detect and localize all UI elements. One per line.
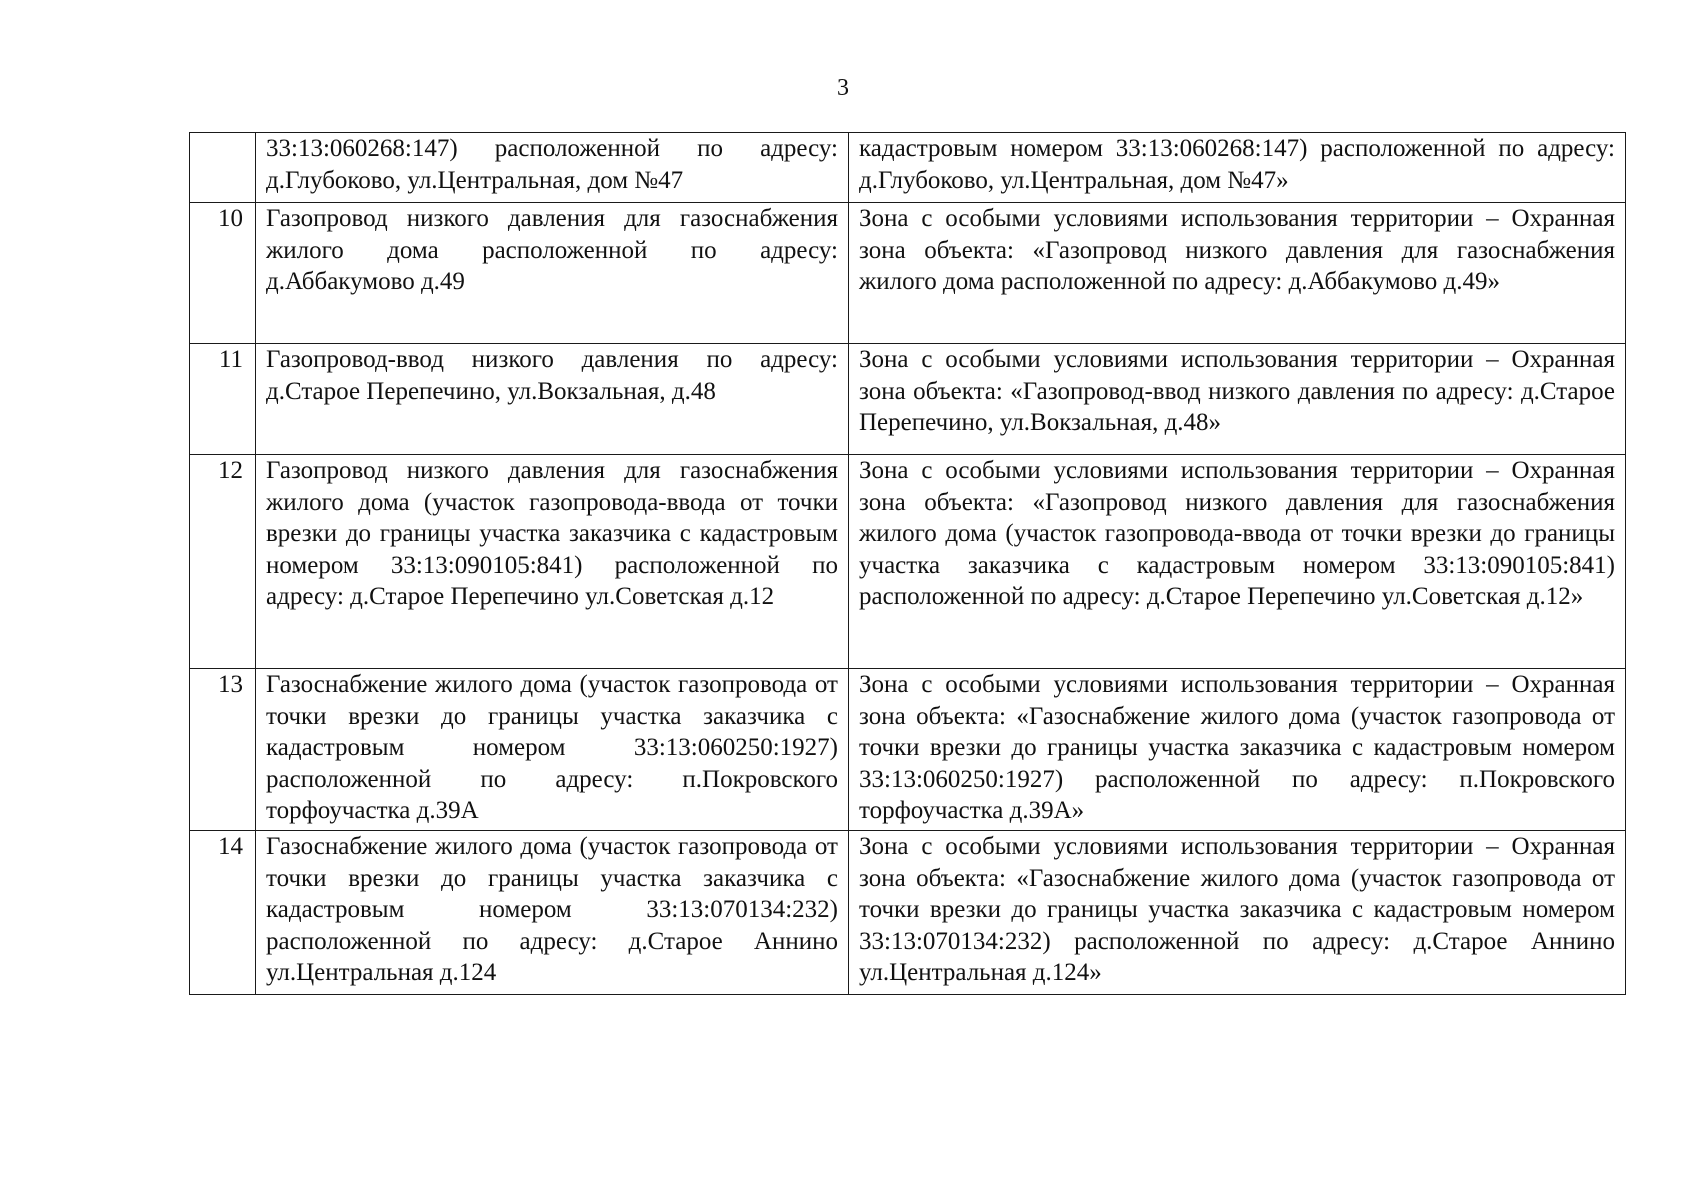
row-number-cell: 12 (190, 455, 256, 669)
page-number: 3 (837, 75, 849, 101)
row-number-cell: 10 (190, 203, 256, 344)
table-row (190, 831, 1626, 995)
zone-description-cell: кадастровым номером 33:13:060268:147) расположенной по адресу: д.Глубоково, ул.Центральная, дом №47» (849, 133, 1626, 203)
table-row (190, 455, 1626, 669)
object-name-cell: Газоснабжение жилого дома (участок газопровода от точки врезки до границы участка заказчика с кадастровым номером 33:13:060250:1927) расположенной по адресу: п.Покровского торфоучастка д.39А (256, 669, 849, 831)
zones-table (189, 132, 1626, 995)
object-name-cell: Газоснабжение жилого дома (участок газопровода от точки врезки до границы участка заказчика с кадастровым номером 33:13:070134:232) расположенной по адресу: д.Старое Аннино ул.Центральная д.124 (256, 831, 849, 995)
table-row (190, 133, 1626, 203)
table-row (190, 203, 1626, 344)
table-row (190, 344, 1626, 455)
table-row (190, 669, 1626, 831)
object-name-cell: Газопровод низкого давления для газоснабжения жилого дома расположенной по адресу: д.Аббакумово д.49 (256, 203, 849, 344)
object-name-cell: Газопровод-ввод низкого давления по адресу: д.Старое Перепечино, ул.Вокзальная, д.48 (256, 344, 849, 455)
zone-description-cell: Зона с особыми условиями использования территории – Охранная зона объекта: «Газопровод-ввод низкого давления по адресу: д.Старое Перепечино, ул.Вокзальная, д.48» (849, 344, 1626, 455)
row-number-cell (190, 133, 256, 203)
row-number-cell: 14 (190, 831, 256, 995)
zone-description-cell: Зона с особыми условиями использования территории – Охранная зона объекта: «Газоснабжение жилого дома (участок газопровода от точки врезки до границы участка заказчика с кадастровым номером 33:13:070134:232) расположенной по адресу: д.Старое Аннино ул.Центральная д.124» (849, 831, 1626, 995)
object-name-cell: Газопровод низкого давления для газоснабжения жилого дома (участок газопровода-ввода от точки врезки до границы участка заказчика с кадастровым номером 33:13:090105:841) расположенной по адресу: д.Старое Перепечино ул.Советская д.12 (256, 455, 849, 669)
row-number-cell: 11 (190, 344, 256, 455)
object-name-cell: 33:13:060268:147) расположенной по адресу: д.Глубоково, ул.Центральная, дом №47 (256, 133, 849, 203)
zone-description-cell: Зона с особыми условиями использования территории – Охранная зона объекта: «Газопровод низкого давления для газоснабжения жилого дома расположенной по адресу: д.Аббакумово д.49» (849, 203, 1626, 344)
zone-description-cell: Зона с особыми условиями использования территории – Охранная зона объекта: «Газоснабжение жилого дома (участок газопровода от точки врезки до границы участка заказчика с кадастровым номером 33:13:060250:1927) расположенной по адресу: п.Покровского торфоучастка д.39А» (849, 669, 1626, 831)
zone-description-cell: Зона с особыми условиями использования территории – Охранная зона объекта: «Газопровод низкого давления для газоснабжения жилого дома (участок газопровода-ввода от точки врезки до границы участка заказчика с кадастровым номером 33:13:090105:841) расположенной по адресу: д.Старое Перепечино ул.Советская д.12» (849, 455, 1626, 669)
row-number-cell: 13 (190, 669, 256, 831)
